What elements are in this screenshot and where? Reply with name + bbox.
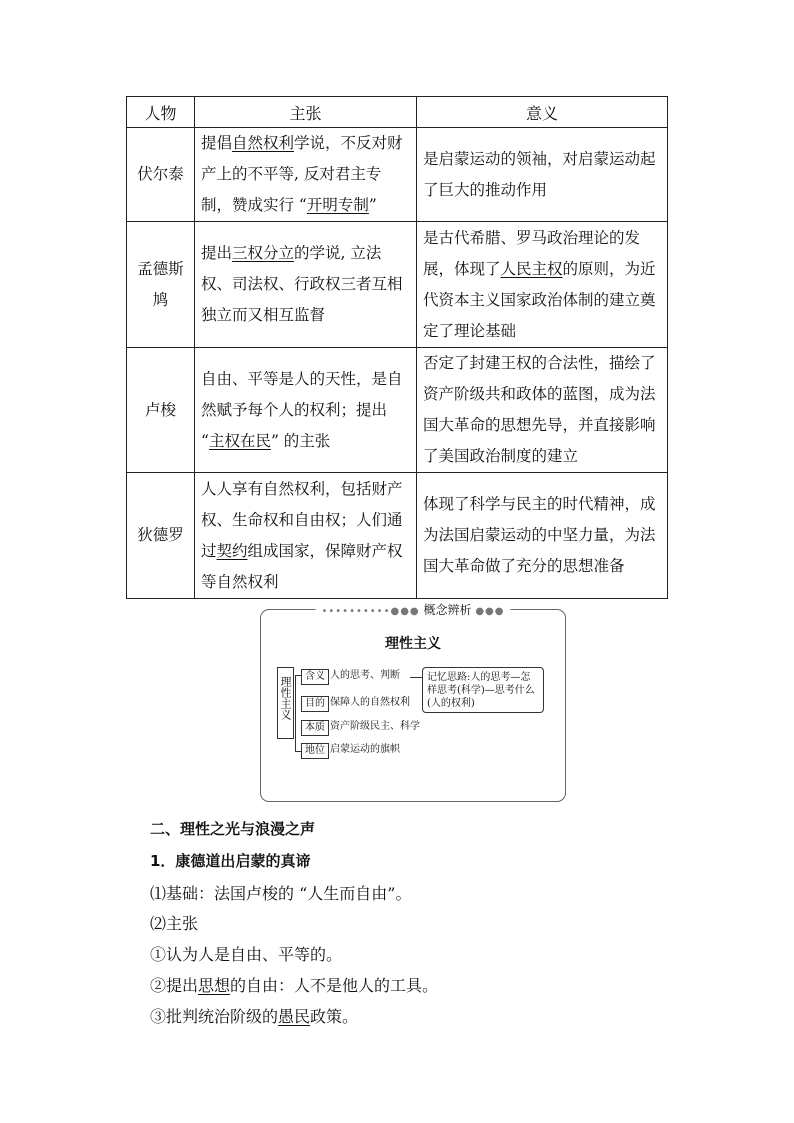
memory-note: 记忆思路:人的思考—怎样思考(科学)—思考什么(人的权利) bbox=[422, 667, 544, 713]
concept-item: 保障人的自然权利 bbox=[330, 697, 410, 708]
meaning-cell: 体现了科学与民主的时代精神，成为法国启蒙运动的中坚力量，为法国大革命做了充分的思想准备 bbox=[417, 473, 668, 599]
table-row bbox=[127, 473, 668, 599]
underlined-keyword: 开明专制 bbox=[306, 196, 369, 214]
concept-root-label: 理性主义 bbox=[277, 667, 294, 739]
note-pointer bbox=[410, 677, 422, 678]
person-cell: 狄德罗 bbox=[127, 473, 195, 599]
column-header-person: 人物 bbox=[127, 97, 195, 128]
table-row bbox=[127, 348, 668, 473]
text-line: ⑴基础：法国卢梭的 “人生而自由”。 bbox=[150, 884, 412, 903]
table-header-row bbox=[127, 97, 668, 128]
claim-cell: 提倡自然权利学说，不反对财产上的不平等, 反对君主专制，赞成实行 “开明专制” bbox=[195, 128, 417, 222]
section-heading: 二、理性之光与浪漫之声 bbox=[150, 820, 316, 838]
concept-tag: 地位 bbox=[301, 743, 329, 759]
underlined-keyword: 人民主权 bbox=[500, 259, 563, 278]
table-row bbox=[127, 128, 668, 222]
underlined-keyword: 契约 bbox=[216, 541, 248, 560]
person-cell: 伏尔泰 bbox=[127, 128, 195, 222]
text-line: ③批判统治阶级的愚民政策。 bbox=[150, 1007, 359, 1026]
column-header-claim: 主张 bbox=[195, 97, 417, 128]
text-line: ①认为人是自由、平等的。 bbox=[150, 945, 343, 964]
concept-item: 人的思考、判断 bbox=[330, 670, 400, 681]
claim-cell: 人人享有自然权利，包括财产权、生命权和自由权；人们通过契约组成国家，保障财产权等自然权利 bbox=[195, 473, 417, 599]
meaning-cell: 是古代希腊、罗马政治理论的发展，体现了人民主权的原则，为近代资本主义国家政治体制的建立奠定了理论基础 bbox=[417, 222, 668, 348]
meaning-cell: 否定了封建王权的合法性，描绘了资产阶级共和政体的蓝图，成为法国大革命的思想先导，并直接影响了美国政治制度的建立 bbox=[417, 348, 668, 473]
claim-cell: 自由、平等是人的天性，是自然赋予每个人的权利；提出 “主权在民” 的主张 bbox=[195, 348, 417, 473]
meaning-cell: 是启蒙运动的领袖，对启蒙运动起了巨大的推动作用 bbox=[417, 128, 668, 222]
person-cell: 卢梭 bbox=[127, 348, 195, 473]
column-header-meaning: 意义 bbox=[417, 97, 668, 128]
concept-analysis-box bbox=[260, 605, 566, 802]
claim-cell: 提出三权分立的学说, 立法权、司法权、行政权三者互相独立而又相互监督 bbox=[195, 222, 417, 348]
concept-title: 理性主义 bbox=[385, 636, 441, 652]
concept-header: ••••••••••●●● 概念辨析 ●●● bbox=[315, 601, 510, 618]
subsection-heading: 1．康德道出启蒙的真谛 bbox=[150, 852, 311, 870]
underlined-keyword: 主权在民 bbox=[208, 431, 271, 450]
concept-tag: 含义 bbox=[301, 669, 329, 685]
concept-item: 启蒙运动的旗帜 bbox=[330, 744, 400, 755]
text-line: ②提出思想的自由：人不是他人的工具。 bbox=[150, 976, 439, 995]
underlined-keyword: 思想 bbox=[198, 976, 231, 995]
concept-bracket bbox=[295, 675, 302, 752]
enlightenment-thinkers-table bbox=[126, 96, 668, 599]
table-row bbox=[127, 222, 668, 348]
underlined-keyword: 自然权利 bbox=[232, 134, 295, 152]
underlined-keyword: 愚民 bbox=[278, 1007, 311, 1026]
underlined-keyword: 三权分立 bbox=[232, 244, 295, 262]
concept-item: 资产阶级民主、科学 bbox=[330, 721, 420, 732]
text-line: ⑵主张 bbox=[150, 914, 199, 933]
concept-tag: 本质 bbox=[301, 720, 329, 736]
person-cell: 孟德斯 鸠 bbox=[127, 222, 195, 348]
concept-tag: 目的 bbox=[301, 696, 329, 712]
